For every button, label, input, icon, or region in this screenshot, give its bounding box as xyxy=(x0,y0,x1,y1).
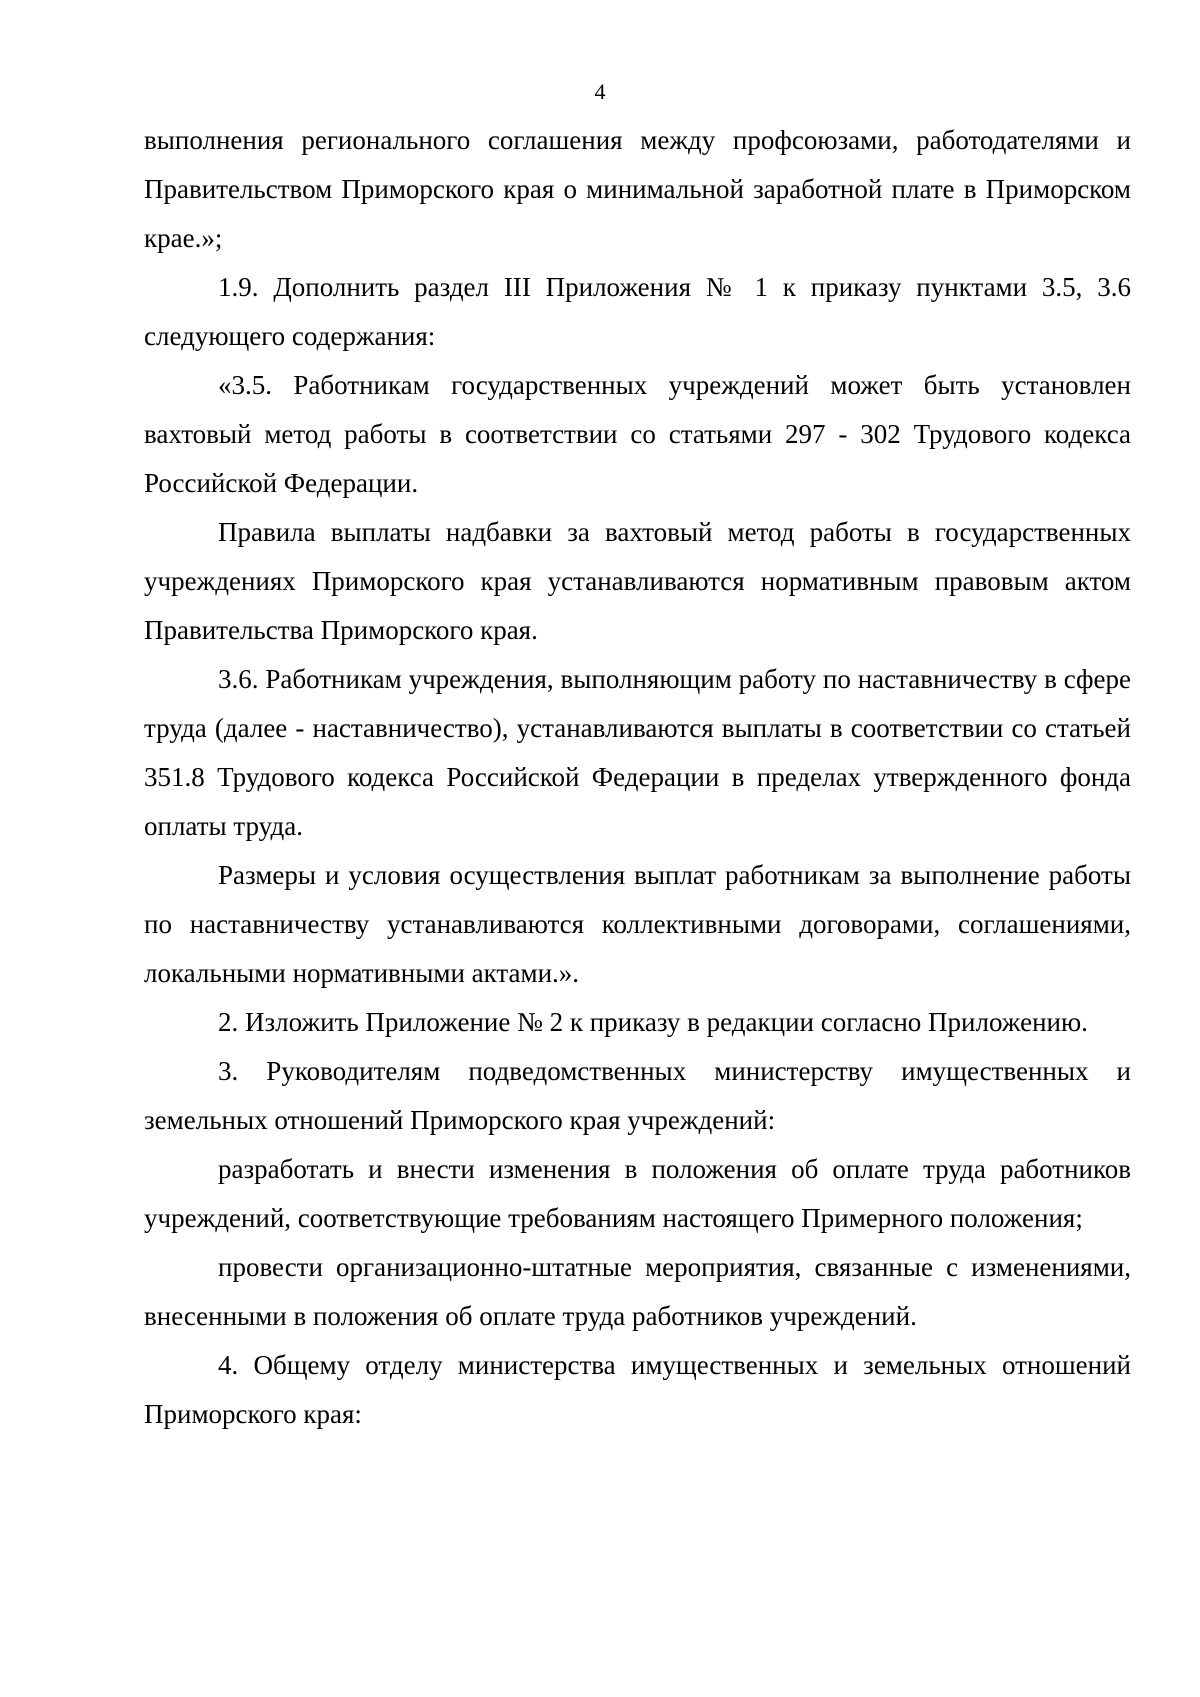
paragraph-item-4: 4. Общему отделу министерства имущественных и земельных отношений Приморского края: xyxy=(144,1350,1131,1429)
paragraph-rotation-allowance-rules: Правила выплаты надбавки за вахтовый метод работы в государственных учреждениях Приморского края устанавливаются нормативным правовым актом Правительства Приморского края. xyxy=(144,517,1131,645)
paragraph-item-3-6: 3.6. Работникам учреждения, выполняющим работу по наставничеству в сфере труда (далее - наставничество), устанавливаются выплаты в соответствии со статьей 351.8 Трудового кодекса Российской Федерации в пределах утвержденного фонда оплаты труда. xyxy=(144,664,1131,841)
paragraph-item-3: 3. Руководителям подведомственных министерству имущественных и земельных отношений Приморского края учреждений: xyxy=(144,1056,1131,1135)
document-body xyxy=(144,116,1131,1439)
paragraph-mentoring-payments: Размеры и условия осуществления выплат работникам за выполнение работы по наставничеству устанавливаются коллективными договорами, соглашениями, локальными нормативными актами.». xyxy=(144,860,1131,988)
page-number: 4 xyxy=(594,79,606,104)
paragraph-item-2: 2. Изложить Приложение № 2 к приказу в редакции согласно Приложению. xyxy=(218,1007,1088,1037)
paragraph-continuation: выполнения регионального соглашения между профсоюзами, работодателями и Правительством Приморского края о минимальной заработной плате в Приморском крае.»; xyxy=(144,125,1131,253)
paragraph-item-3-5: «3.5. Работникам государственных учреждений может быть установлен вахтовый метод работы в соответствии со статьями 297 - 302 Трудового кодекса Российской Федерации. xyxy=(144,370,1131,498)
paragraph-item-1-9: 1.9. Дополнить раздел III Приложения № 1 к приказу пунктами 3.5, 3.6 следующего содержания: xyxy=(144,272,1131,351)
paragraph-develop-changes: разработать и внести изменения в положения об оплате труда работников учреждений, соответствующие требованиям настоящего Примерного положения; xyxy=(144,1154,1131,1233)
paragraph-staffing-measures: провести организационно-штатные мероприятия, связанные с изменениями, внесенными в положения об оплате труда работников учреждений. xyxy=(144,1252,1131,1331)
